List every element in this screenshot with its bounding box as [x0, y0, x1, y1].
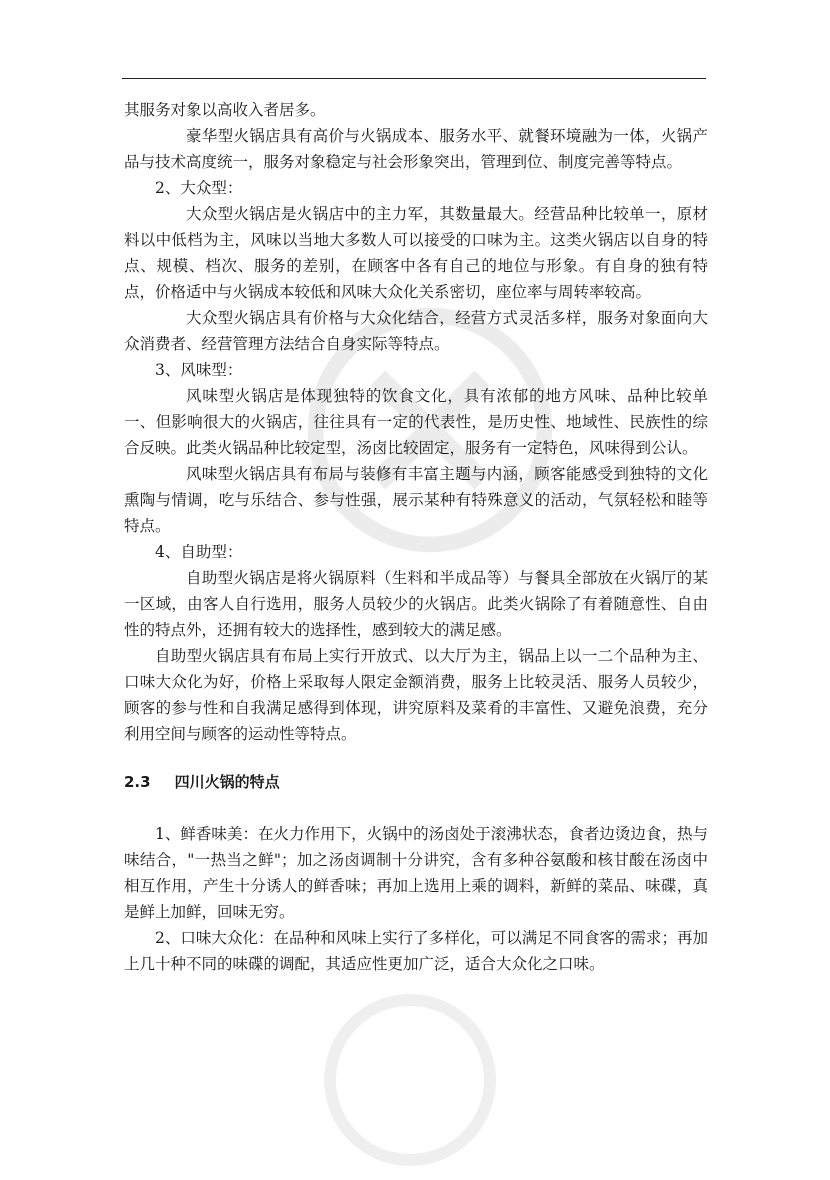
paragraph: 其服务对象以高收入者居多。 — [124, 101, 326, 119]
paragraph: 大众型火锅店是火锅店中的主力军，其数量最大。经营品种比较单一，原材料以中低档为主，风味以当地大多数人可以接受的口味为主。这类火锅店以自身的特点、规模、档次、服务的差别，在顾客中各有自己的地位与形象。有自身的独有特点，价格适中与火锅成本较低和风味大众化关系密切，座位率与周转率较高。 — [124, 205, 708, 301]
paragraph: 自助型火锅店具有布局上实行开放式、以大厅为主，锅品上以一二个品种为主、口味大众化为好，价格上采取每人限定金额消费，服务上比较灵活、服务人员较少，顾客的参与性和自我满足感得到体现，讲究原料及菜肴的丰富性、又避免浪费，充分利用空间与顾客的运动性等特点。 — [124, 647, 708, 743]
document-body — [124, 97, 708, 977]
section-title: 四川火锅的特点 — [174, 773, 280, 791]
paragraph: 大众型火锅店具有价格与大众化结合，经营方式灵活多样，服务对象面向大众消费者、经营管理方法结合自身实际等特点。 — [124, 309, 708, 353]
subheading: 2、大众型： — [155, 179, 243, 197]
paragraph: 2、口味大众化：在品种和风味上实行了多样化，可以满足不同食客的需求；再加上几十种不同的味碟的调配，其适应性更加广泛，适合大众化之口味。 — [124, 929, 708, 973]
header-rule — [122, 78, 706, 79]
paragraph: 豪华型火锅店具有高价与火锅成本、服务水平、就餐环境融为一体，火锅产品与技术高度统一，服务对象稳定与社会形象突出，管理到位、制度完善等特点。 — [124, 127, 708, 171]
section-heading — [124, 769, 708, 795]
watermark-logo-bottom — [300, 980, 520, 1180]
paragraph: 自助型火锅店是将火锅原料（生料和半成品等）与餐具全部放在火锅厅的某一区域，由客人自行选用，服务人员较少的火锅店。此类火锅除了有着随意性、自由性的特点外，还拥有较大的选择性，感到较大的满足感。 — [124, 569, 708, 639]
paragraph: 1、鲜香味美：在火力作用下，火锅中的汤卤处于滚沸状态，食者边烫边食，热与味结合，"一热当之鲜"；加之汤卤调制十分讲究，含有多种谷氨酸和核甘酸在汤卤中相互作用，产生十分诱人的鲜香味；再加上选用上乘的调料，新鲜的菜品、味碟，真是鲜上加鲜，回味无穷。 — [124, 825, 708, 921]
paragraph: 风味型火锅店具有布局与装修有丰富主题与内涵，顾客能感受到独特的文化熏陶与情调，吃与乐结合、参与性强，展示某种有特殊意义的活动，气氛轻松和睦等特点。 — [124, 465, 708, 535]
section-number: 2.3 — [124, 773, 151, 791]
subheading: 4、自助型： — [155, 543, 243, 561]
subheading: 3、风味型： — [155, 361, 243, 379]
paragraph: 风味型火锅店是体现独特的饮食文化，具有浓郁的地方风味、品种比较单一、但影响很大的火锅店，往往具有一定的代表性，是历史性、地域性、民族性的综合反映。此类火锅品种比较定型，汤卤比较固定，服务有一定特色，风味得到公认。 — [124, 387, 708, 457]
